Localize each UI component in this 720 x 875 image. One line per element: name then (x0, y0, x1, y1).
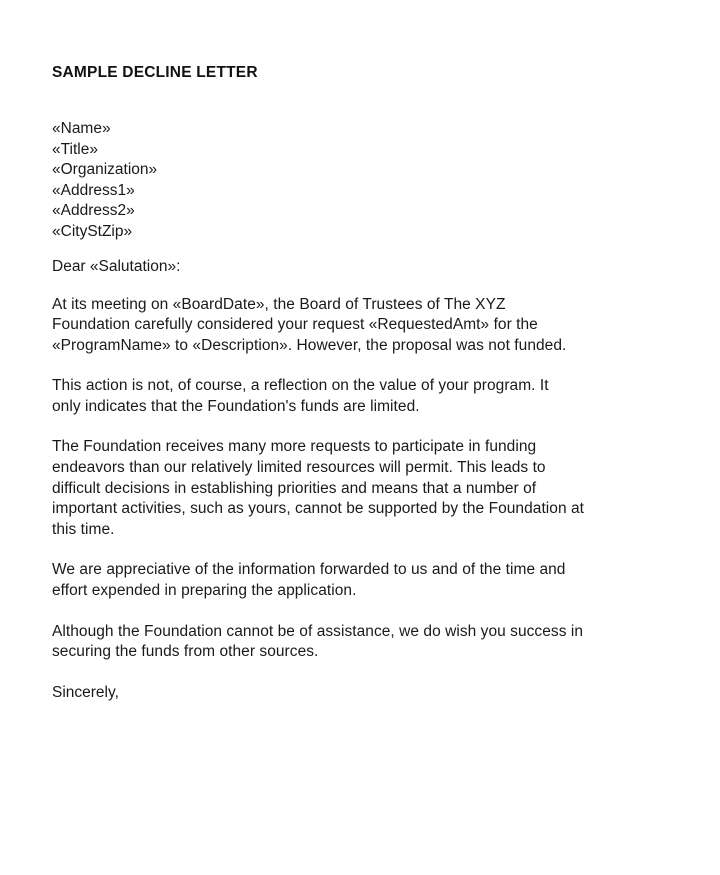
address-line-name: «Name» (52, 120, 111, 137)
paragraph-line: securing the funds from other sources. (52, 643, 319, 661)
recipient-address-block (52, 119, 682, 242)
address-line-address1: «Address1» (52, 181, 135, 199)
letter-heading: SAMPLE DECLINE LETTER (52, 64, 258, 81)
paragraph-reflection (52, 376, 682, 417)
paragraph-success (52, 622, 682, 663)
address-line-citystzip: «CityStZip» (52, 222, 133, 240)
paragraph-line: only indicates that the Foundation's funds are limited. (52, 397, 420, 415)
paragraph-line: We are appreciative of the information forwarded to us and of the time and (52, 561, 566, 579)
paragraph-line: «ProgramName» to «Description». However, the proposal was not funded. (52, 336, 567, 354)
letter-closing: Sincerely, (52, 683, 119, 701)
paragraph-line: this time. (52, 520, 115, 538)
paragraph-meeting (52, 295, 682, 357)
paragraph-line: The Foundation receives many more requests to participate in funding (52, 438, 537, 456)
address-line-address2: «Address2» (52, 202, 135, 219)
letter-body (52, 64, 682, 703)
paragraph-requests (52, 437, 682, 540)
paragraph-line: Foundation carefully considered your request «RequestedAmt» for the (52, 316, 538, 334)
paragraph-line: At its meeting on «BoardDate», the Board of Trustees of The XYZ (52, 295, 506, 313)
paragraph-appreciation (52, 560, 682, 601)
paragraph-line: Although the Foundation cannot be of assistance, we do wish you success in (52, 622, 584, 640)
paragraph-line: important activities, such as yours, cannot be supported by the Foundation at (52, 500, 585, 518)
address-line-title: «Title» (52, 140, 98, 158)
address-line-organization: «Organization» (52, 161, 158, 178)
paragraph-line: This action is not, of course, a reflection on the value of your program. It (52, 377, 549, 395)
salutation: Dear «Salutation»: (52, 258, 181, 275)
paragraph-line: difficult decisions in establishing priorities and means that a number of (52, 479, 537, 497)
paragraph-line: effort expended in preparing the application. (52, 582, 357, 600)
paragraph-line: endeavors than our relatively limited resources will permit. This leads to (52, 459, 546, 477)
